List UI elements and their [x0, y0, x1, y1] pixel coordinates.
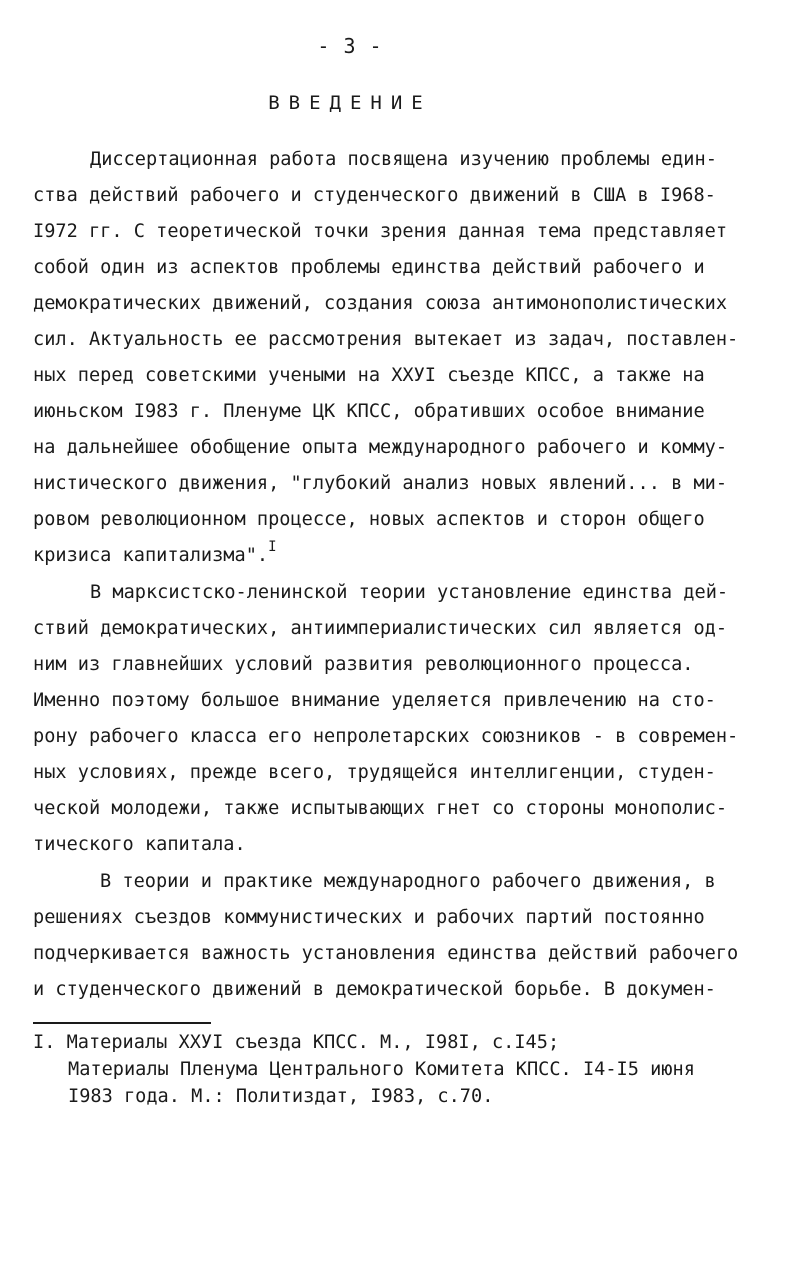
text-line: подчеркивается важность установления единства действий рабочего [33, 943, 739, 964]
text-line: и студенческого движений в демократической борьбе. В докумен- [33, 979, 716, 1000]
text-line: нистического движения, "глубокий анализ новых явлений... в ми- [33, 473, 728, 494]
text-line: ствий демократических, антиимпериалистических сил является од- [33, 618, 728, 639]
text-line: демократических движений, создания союза антимонополистических [33, 293, 728, 314]
text-line: ных перед советскими учеными на ХХУI съезде КПСС, а также на [33, 365, 705, 386]
text-line: на дальнейшее обобщение опыта международного рабочего и комму- [33, 437, 728, 458]
text-line: I972 гг. С теоретической точки зрения данная тема представляет [33, 221, 728, 242]
text-line: ческой молодежи, также испытывающих гнет со стороны монополис- [33, 798, 728, 819]
footnote-line: I. Материалы ХХУI съезда КПСС. М., I98I, с.I45; [33, 1032, 560, 1053]
text-line: собой один из аспектов проблемы единства действий рабочего и [33, 257, 705, 278]
text-line: ровом революционном процессе, новых аспектов и сторон общего [33, 509, 705, 530]
text-line: В теории и практике международного рабочего движения, в [100, 871, 716, 892]
footnote-line: I983 года. М.: Политиздат, I983, с.70. [68, 1086, 494, 1107]
text-line: В марксистско-ленинской теории установление единства дей- [90, 582, 729, 603]
text-line-with-footnote [33, 539, 277, 568]
footnote-marker: I [268, 539, 277, 555]
text-line: тического капитала. [33, 834, 246, 855]
text-line: ства действий рабочего и студенческого движений в США в I968- [33, 185, 716, 206]
text-line: Диссертационная работа посвящена изучению проблемы един- [90, 149, 717, 170]
text-line: сил. Актуальность ее рассмотрения вытекает из задач, поставлен- [33, 329, 739, 350]
text-line: рону рабочего класса его непролетарских союзников - в современ- [33, 726, 739, 747]
text-line: ним из главнейших условий развития революционного процесса. [33, 654, 694, 675]
text-line: июньском I983 г. Пленуме ЦК КПСС, обративших особое внимание [33, 401, 705, 422]
page-number: - 3 - [317, 34, 383, 58]
text-line: кризиса капитализма". [33, 545, 269, 566]
text-line: решениях съездов коммунистических и рабочих партий постоянно [33, 907, 705, 928]
text-line: Именно поэтому большое внимание уделяется привлечению на сто- [33, 690, 716, 711]
footnote-separator [33, 1022, 211, 1024]
text-line: ных условиях, прежде всего, трудящейся интеллигенции, студен- [33, 762, 716, 783]
footnote-line: Материалы Пленума Центрального Комитета КПСС. I4-I5 июня [68, 1059, 695, 1080]
section-heading: ВВЕДЕНИЕ [268, 92, 432, 114]
